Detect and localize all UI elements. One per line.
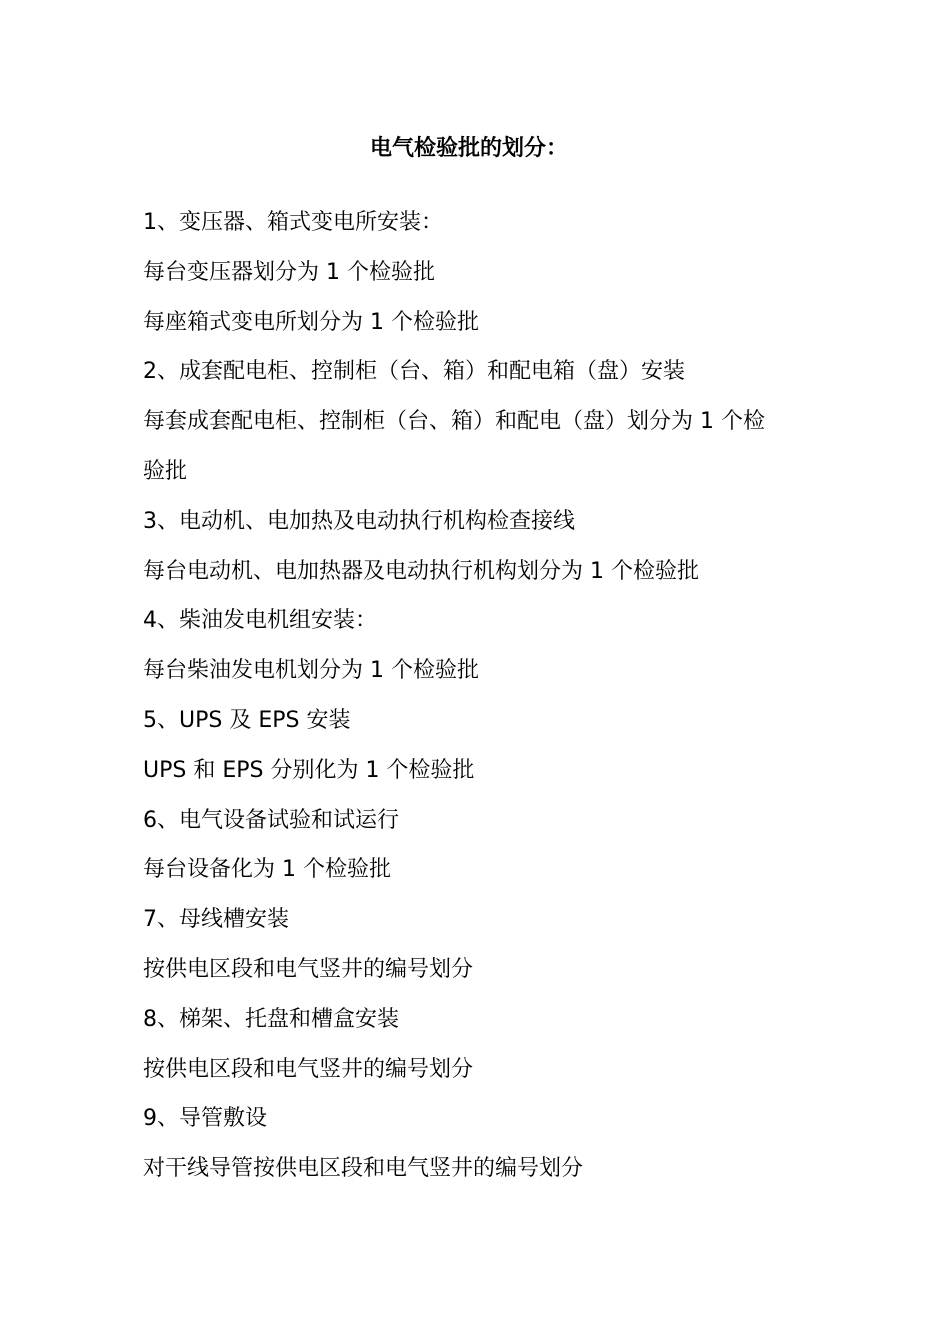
section-heading-6: 6、电气设备试验和试运行 bbox=[143, 807, 399, 833]
section-text: 每台设备化为 1 个检验批 bbox=[143, 857, 391, 883]
section-heading-5: 5、UPS 及 EPS 安装 bbox=[143, 707, 351, 733]
section-heading-4: 4、柴油发电机组安装： bbox=[143, 608, 377, 634]
section-text: 对干线导管按供电区段和电气竖井的编号划分 bbox=[143, 1156, 584, 1182]
page-title: 电气检验批的划分： bbox=[369, 136, 568, 161]
section-heading-8: 8、梯架、托盘和槽盒安装 bbox=[143, 1006, 399, 1032]
section-text: 按供电区段和电气竖井的编号划分 bbox=[143, 1056, 474, 1082]
section-text: 每台变压器划分为 1 个检验批 bbox=[143, 259, 435, 285]
section-heading-2: 2、成套配电柜、控制柜（台、箱）和配电箱（盘）安装 bbox=[143, 359, 685, 385]
document-body bbox=[143, 206, 823, 1202]
section-text: 每台柴油发电机划分为 1 个检验批 bbox=[143, 658, 479, 684]
section-heading-1: 1、变压器、箱式变电所安装： bbox=[143, 210, 443, 235]
section-text: 每座箱式变电所划分为 1 个检验批 bbox=[143, 309, 479, 335]
section-heading-3: 3、电动机、电加热及电动执行机构检查接线 bbox=[143, 508, 575, 534]
section-heading-7: 7、母线槽安装 bbox=[143, 907, 289, 933]
section-text: 每台电动机、电加热器及电动执行机构划分为 1 个检验批 bbox=[143, 558, 699, 584]
section-text: UPS 和 EPS 分别化为 1 个检验批 bbox=[143, 757, 475, 783]
section-text: 每套成套配电柜、控制柜（台、箱）和配电（盘）划分为 1 个检 bbox=[143, 409, 765, 435]
section-heading-9: 9、导管敷设 bbox=[143, 1106, 267, 1132]
section-text: 按供电区段和电气竖井的编号划分 bbox=[143, 956, 474, 982]
section-text-continued: 验批 bbox=[143, 458, 188, 484]
